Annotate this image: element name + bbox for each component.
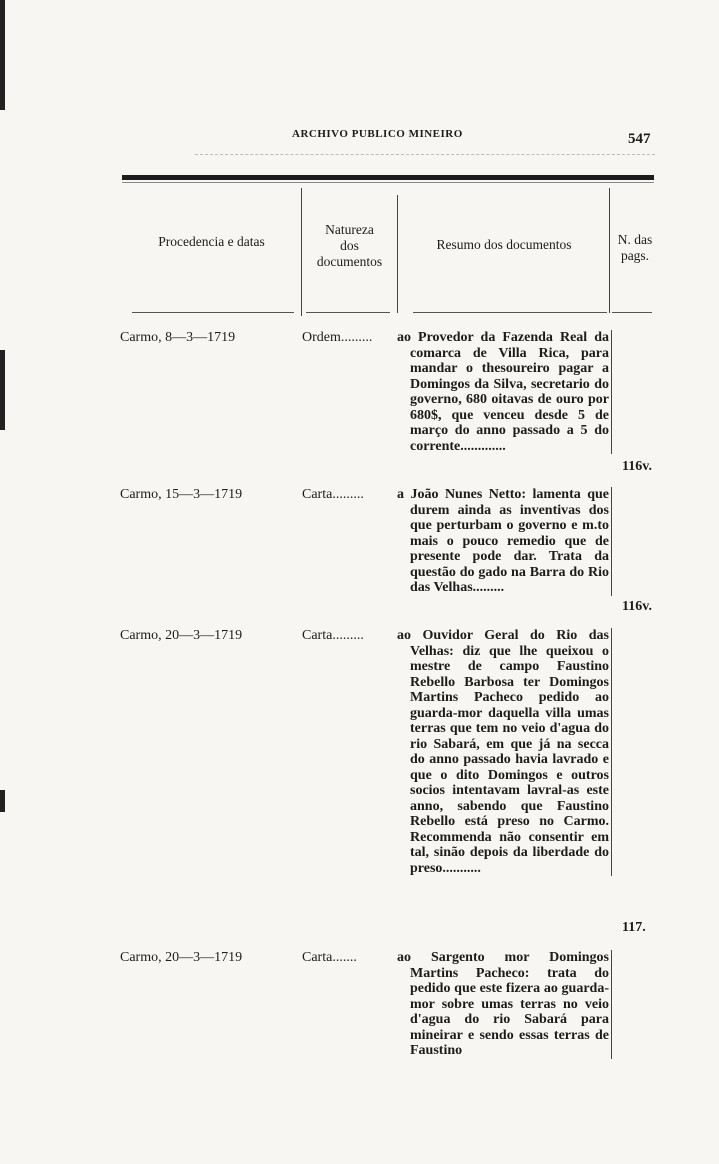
entry-resumo xyxy=(397,950,612,1059)
entry-resumo-text: ao Ouvidor Geral do Rio das Velhas: diz que lhe queixou o mestre de campo Faustino Rebello Barbosa ter Domingos Martins Pacheco pedido ao guarda-mor daquella villa umas terras que tem no veio d'agua do rio Sabará, em que já na secca do anno passado havia lavrado e que o dito Domingos e outros socios intentavam lavral-as este anno, sabendo que Faustino Rebello está preso no Carmo. Recommenda não consentir em tal, sinão depois da liberdade do preso........... xyxy=(397,628,609,876)
header-natureza-line: documentos xyxy=(316,254,383,269)
entry-resumo-text: ao Provedor da Fazenda Real da comarca de Villa Rica, para mandar o thesoureiro pagar a Domingos da Silva, secretario do governo, 680 oitavas de ouro por 680$, que venceu desde 5 de março do anno passado a 5 do corrente............. xyxy=(397,330,609,454)
entry-natureza: Carta......... xyxy=(302,487,364,502)
table-top-rule-thin xyxy=(122,182,654,183)
page-edge-shadow xyxy=(0,0,5,110)
entry-resumo xyxy=(397,487,612,596)
entry-resumo xyxy=(397,628,612,876)
entry-procedencia: Carmo, 15—3—1719 xyxy=(120,487,243,502)
table-top-rule xyxy=(122,175,654,180)
running-head: ARCHIVO PUBLICO MINEIRO xyxy=(292,128,463,140)
header-underline xyxy=(413,312,607,313)
header-paginas-line: N. das xyxy=(617,232,653,247)
entry-natureza: Carta....... xyxy=(302,950,357,965)
column-separator xyxy=(397,195,398,313)
entry-procedencia: Carmo, 20—3—1719 xyxy=(120,628,243,643)
entry-resumo-text: ao Sargento mor Domingos Martins Pacheco: trata do pedido que este fizera ao guarda-mor sobre umas terras no veio d'agua do rio Sabará para mineirar e sendo essas terras de Faustino xyxy=(397,950,609,1058)
header-underline xyxy=(306,312,390,313)
entry-pagina: 116v. xyxy=(622,599,652,614)
entry-pagina: 116v. xyxy=(622,459,652,474)
entry-natureza: Ordem......... xyxy=(302,330,373,345)
header-resumo: Resumo dos documentos xyxy=(436,237,572,252)
header-divider xyxy=(195,154,655,155)
entry-resumo xyxy=(397,330,612,454)
header-underline xyxy=(612,312,652,313)
entry-pagina: 117. xyxy=(622,920,646,935)
entry-resumo-text: a João Nunes Netto: lamenta que durem ainda as inventivas dos que perturbam o governo e m.to mais o pouco remedio que de presente pode dar. Trata da questão do gado na Barra do Rio das Velhas......... xyxy=(397,487,609,595)
header-natureza-line: Natureza xyxy=(325,222,374,237)
header-underline xyxy=(132,312,294,313)
header-natureza-line: dos xyxy=(340,238,359,253)
header-natureza xyxy=(302,222,397,270)
entry-procedencia: Carmo, 8—3—1719 xyxy=(120,330,236,345)
page-edge-shadow xyxy=(0,350,5,430)
entry-natureza: Carta......... xyxy=(302,628,364,643)
entry-procedencia: Carmo, 20—3—1719 xyxy=(120,950,243,965)
header-paginas xyxy=(610,232,660,264)
page-edge-shadow xyxy=(0,790,5,812)
header-paginas-line: pags. xyxy=(620,248,650,263)
page-number: 547 xyxy=(628,131,651,147)
header-procedencia: Procedencia e datas xyxy=(158,234,265,249)
